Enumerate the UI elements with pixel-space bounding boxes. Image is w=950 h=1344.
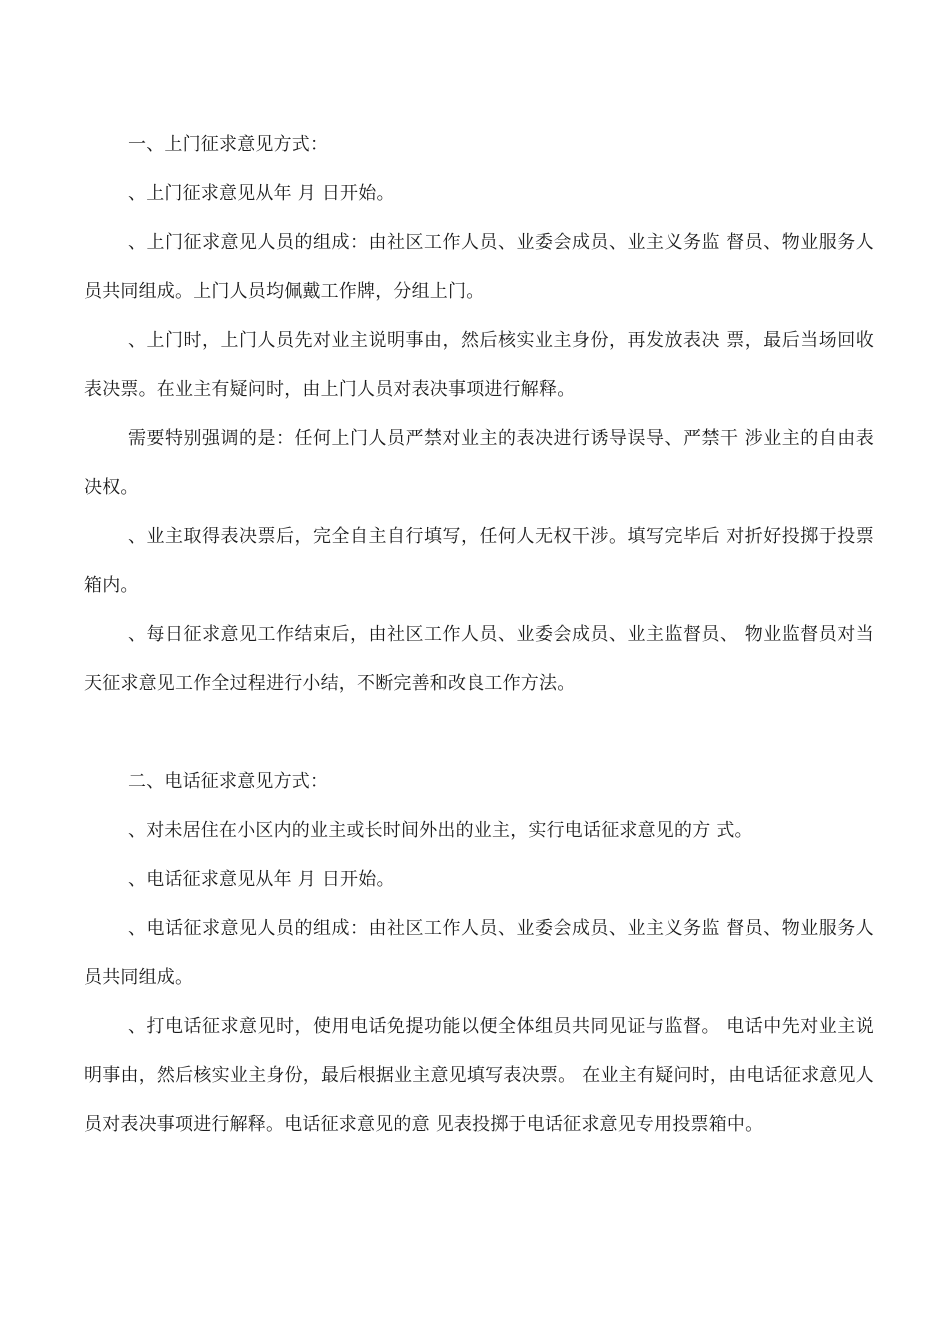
section-heading-door-to-door: 一、上门征求意见方式： <box>128 134 329 155</box>
paragraph-phone-team-composition: 、电话征求意见人员的组成：由社区工作人员、业委会成员、业主义务监 督员、物业服务人员共同组成。 <box>84 918 874 988</box>
section-heading-telephone: 二、电话征求意见方式： <box>128 771 329 792</box>
paragraph-ballot-filling: 、业主取得表决票后，完全自主自行填写，任何人无权干涉。填写完毕后 对折好投掷于投票箱内。 <box>84 526 874 596</box>
document-body <box>84 120 874 1149</box>
paragraph-phone-procedure: 、打电话征求意见时，使用电话免提功能以便全体组员共同见证与监督。 电话中先对业主说明事由，然后核实业主身份，最后根据业主意见填写表决票。 在业主有疑问时，由电话征求意见人员对表决事项进行解释。电话征求意见的意 见表投掷于电话征求意见专用投票箱中。 <box>84 1016 874 1135</box>
paragraph-daily-summary: 、每日征求意见工作结束后，由社区工作人员、业委会成员、业主监督员、 物业监督员对当天征求意见工作全过程进行小结，不断完善和改良工作方法。 <box>84 624 874 694</box>
paragraph-start-date: 、上门征求意见从年 月 日开始。 <box>128 183 395 204</box>
paragraph-emphasis: 需要特别强调的是：任何上门人员严禁对业主的表决进行诱导误导、严禁干 涉业主的自由表决权。 <box>84 428 874 498</box>
paragraph-visit-procedure: 、上门时，上门人员先对业主说明事由，然后核实业主身份，再发放表决 票，最后当场回收表决票。在业主有疑问时，由上门人员对表决事项进行解释。 <box>84 330 874 400</box>
section-spacer <box>84 708 874 757</box>
paragraph-team-composition: 、上门征求意见人员的组成：由社区工作人员、业委会成员、业主义务监 督员、物业服务人员共同组成。上门人员均佩戴工作牌，分组上门。 <box>84 232 874 302</box>
paragraph-phone-start-date: 、电话征求意见从年 月 日开始。 <box>128 869 395 890</box>
paragraph-phone-scope: 、对未居住在小区内的业主或长时间外出的业主，实行电话征求意见的方 式。 <box>128 820 753 841</box>
